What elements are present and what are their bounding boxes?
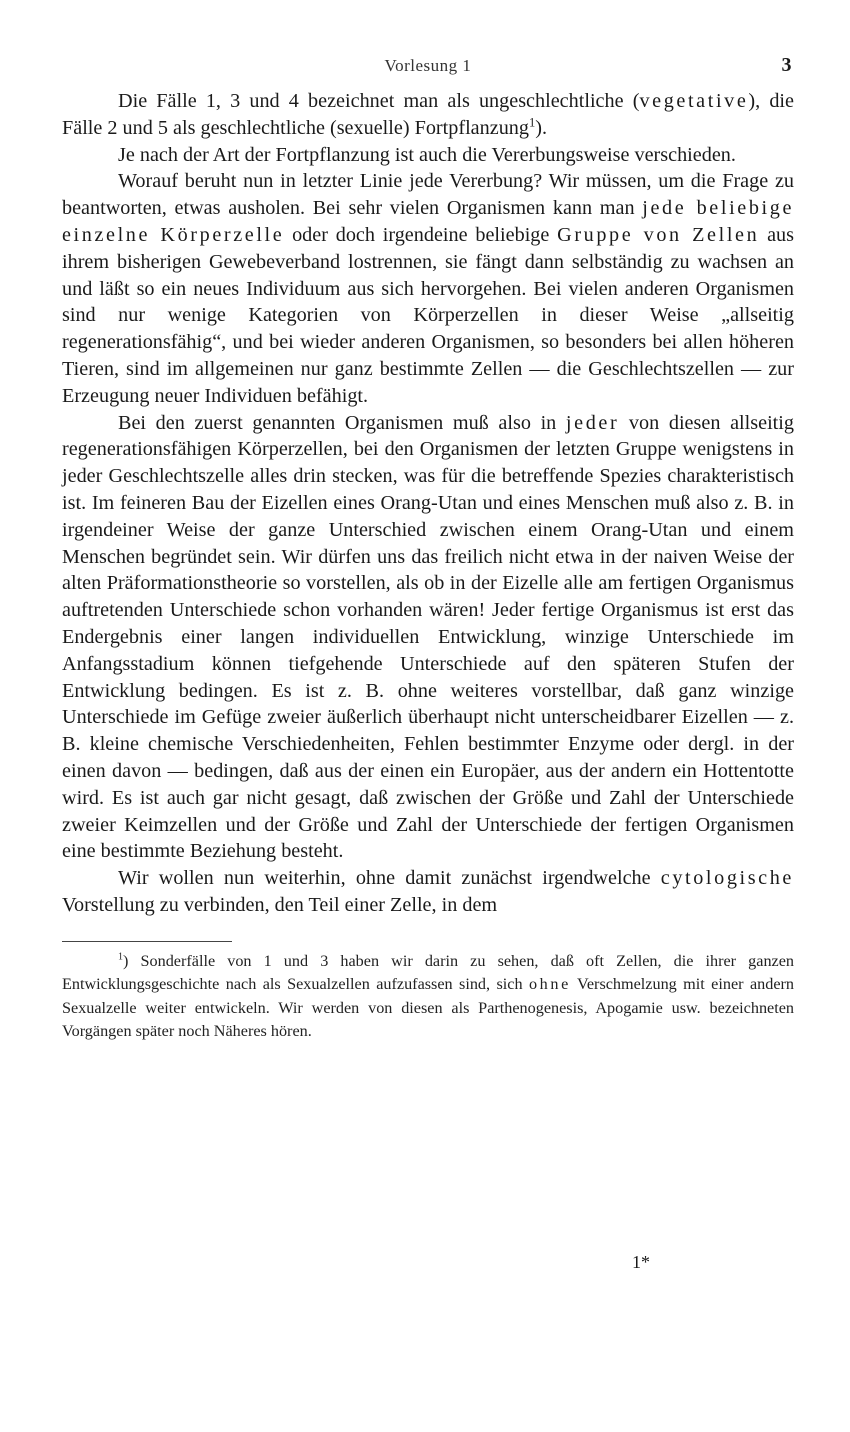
paragraph-4 [62,410,794,866]
footnote-reference: 1 [528,115,536,130]
footnotes [62,950,794,1044]
book-page [62,52,794,1044]
footnote-text-a: ) Sonderfälle von 1 und 3 haben wir darin zu sehen, daß oft Zellen, die ihrer ganzen Entwicklungsgeschichte nach als Sexualzellen aufzufassen sind, sich [62,951,794,994]
paragraph-3-spaced-term-2: Gruppe von Zellen [557,223,760,246]
paragraph-4-spaced-term: jeder [565,411,620,434]
paragraph-1 [62,88,794,142]
paragraph-1-text-c: ). [535,116,548,139]
paragraph-2: Je nach der Art der Fortpflanzung ist auch die Vererbungsweise verschieden. [118,143,736,166]
paragraph-1-spaced-term: vegetative [639,90,749,112]
paragraph-3-text-a: Worauf beruht nun in letzter Linie jede Vererbung? Wir müssen, um die Frage zu beantworten, etwas ausholen. Bei sehr vielen Organismen kann man [62,170,794,220]
body-text [62,88,794,919]
paragraph-1-text-a: Die Fälle 1, 3 und 4 bezeichnet man als ungeschlechtliche ( [118,90,640,112]
paragraph-3-text-b: oder doch irgendeine beliebige [284,223,558,246]
footnote-marker: 1 [118,951,124,963]
running-title: Vorlesung 1 [384,56,472,75]
paragraph-4-text-a: Bei den zuerst genannten Organismen muß also in [118,411,566,434]
paragraph-1-text-b: ), die Fälle 2 und 5 als geschlechtliche (sexuelle) Fortpflanzung [62,90,794,139]
footnote-divider [62,941,232,942]
paragraph-5-text-b: Vorstellung zu verbinden, den Teil einer Zelle, in dem [62,893,498,916]
paragraph-5 [62,865,794,919]
paragraph-4-text-b: von diesen allseitig regenerationsfähigen Körperzellen, bei den Organismen der letzten Gruppe wenigstens in jeder Geschlechtszelle alles drin stecken, was für die betreffende Spezies charakteristisch ist. Im feineren Bau der Eizellen eines Orang-Utan und eines Menschen muß also z. B. in irgendeiner Weise der ganze Unterschied zwischen einem Orang-Utan und einem Menschen begründet sein. Wir dürfen uns das freilich nicht etwa in der naiven Weise der alten Präformationstheorie so vorstellen, als ob in der Eizelle alle am fertigen Organismus auftretenden Unterschiede schon vorhanden wären! Jeder fertige Organismus ist erst das Endergebnis einer langen individuellen Entwicklung, winzige Unterschiede im Anfangsstadium können tiefgehende Unterschiede auf den späteren Stufen der Entwicklung bedingen. Es ist z. B. ohne weiteres vorstellbar, daß ganz winzige Unterschiede im Gefüge zweier äußerlich überhaupt nicht unterscheidbarer Eizellen — z. B. kleine chemische Verschiedenheiten, Fehlen bestimmter Enzyme oder dergl. in der einen davon — bedingen, daß aus der einen ein Europäer, aus der andern ein Hottentotte wird. Es ist auch gar nicht gesagt, daß zwischen der Größe und Zahl der Unterschiede zweier Keimzellen und der Größe und Zahl der Unterschiede der fertigen Organismen eine bestimmte Beziehung besteht. [62,411,794,863]
paragraph-3-text-c: aus ihrem bisherigen Gewebeverband lostrennen, sie fängt dann selbständig zu wachsen an und läßt so ein neues Individuum aus sich hervorgehen. Bei vielen anderen Organismen sind nur wenige Kategorien von Körperzellen in dieser Weise „allseitig regenerationsfähig“, und bei wieder anderen Organismen, so besonders bei allen höheren Tieren, sind im allgemeinen nur ganz bestimmte Zellen — die Geschlechtszellen — zur Erzeugung neuer Individuen befähigt. [62,223,794,407]
paragraph-3-spaced-term-1: jede beliebige einzelne Körperzelle [62,197,795,246]
signature-mark: 1* [632,1252,650,1272]
running-header [62,52,794,88]
footnote-spaced-term: ohne [528,975,571,994]
footnote-text-b: Verschmelzung mit einer andern Sexualzelle weiter entwickeln. Wir werden von diesen als Parthenogenesis, Apogamie usw. bezeichneten Vorgängen später noch Näheres hören. [62,975,794,1041]
page-number: 3 [781,54,792,76]
footnote-1 [62,950,794,1044]
paragraph-5-text-a: Wir wollen nun weiterhin, ohne damit zunächst irgendwelche [118,867,661,890]
paragraph-3 [62,168,794,409]
paragraph-5-spaced-term: cytologische [660,867,794,890]
